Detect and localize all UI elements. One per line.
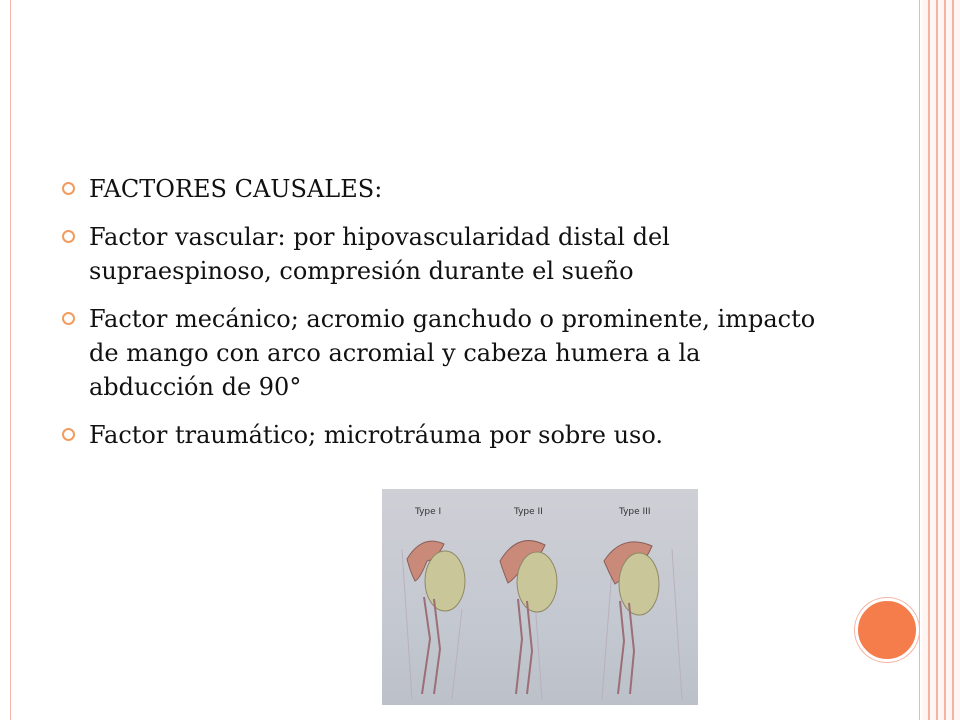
decorative-accent-circle bbox=[855, 598, 919, 662]
bullet-text: Factor vascular: por hipovascularidad distal del supraespinoso, compresión durante el sueño bbox=[89, 223, 670, 285]
figure-label: Type III bbox=[619, 507, 651, 517]
list-item bbox=[62, 172, 822, 206]
acromion-types-image bbox=[382, 489, 698, 705]
list-item bbox=[62, 220, 822, 288]
bullet-list bbox=[62, 172, 822, 466]
figure-label: Type II bbox=[514, 507, 543, 517]
list-item bbox=[62, 418, 822, 452]
list-item bbox=[62, 302, 822, 404]
shoulder-illustration bbox=[382, 489, 698, 705]
bullet-text: Factor traumático; microtráuma por sobre uso. bbox=[89, 421, 663, 449]
bullet-icon bbox=[62, 428, 75, 441]
bullet-icon bbox=[62, 182, 75, 195]
bullet-icon bbox=[62, 230, 75, 243]
decorative-side-band bbox=[922, 0, 960, 720]
figure-label: Type I bbox=[415, 507, 442, 517]
bullet-text: FACTORES CAUSALES: bbox=[89, 175, 383, 203]
bullet-icon bbox=[62, 312, 75, 325]
bullet-text: Factor mecánico; acromio ganchudo o prominente, impacto de mango con arco acromial y cabeza humera a la abducción de 90° bbox=[89, 305, 816, 401]
